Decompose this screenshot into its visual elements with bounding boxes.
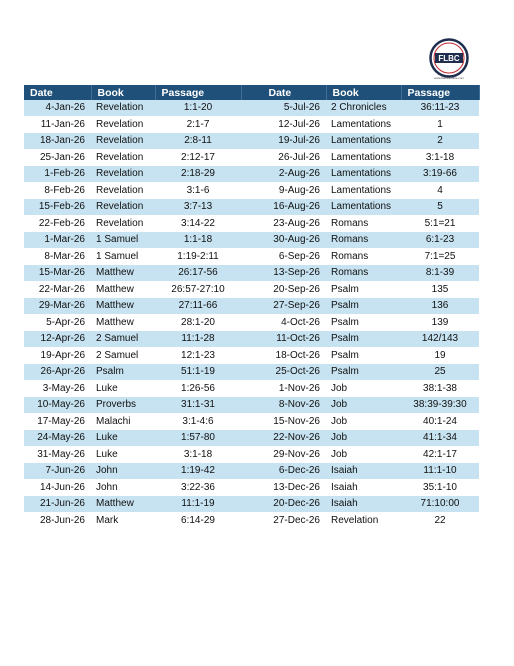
date-cell: 18-Oct-26 <box>241 347 326 364</box>
passage-cell: 1:26-56 <box>155 380 241 397</box>
date-cell: 21-Jun-26 <box>24 496 91 513</box>
passage-cell: 3:1-4:6 <box>155 413 241 430</box>
passage-cell: 1:19-2:11 <box>155 248 241 265</box>
passage-cell: 31:1-31 <box>155 397 241 414</box>
date-cell: 6-Dec-26 <box>241 463 326 480</box>
passage-cell: 12:1-23 <box>155 347 241 364</box>
date-cell: 20-Dec-26 <box>241 496 326 513</box>
date-cell: 27-Dec-26 <box>241 512 326 529</box>
book-cell: Psalm <box>326 298 401 315</box>
passage-cell: 3:1-18 <box>155 446 241 463</box>
passage-cell: 3:1-6 <box>155 182 241 199</box>
book-cell: Psalm <box>326 331 401 348</box>
table-row <box>24 100 479 116</box>
book-cell: Psalm <box>91 364 155 381</box>
passage-cell: 136 <box>401 298 479 315</box>
date-cell: 29-Mar-26 <box>24 298 91 315</box>
book-cell: Revelation <box>91 182 155 199</box>
table-row <box>24 149 479 166</box>
passage-cell: 11:1-28 <box>155 331 241 348</box>
table-row <box>24 463 479 480</box>
passage-cell: 41:1-34 <box>401 430 479 447</box>
date-cell: 8-Feb-26 <box>24 182 91 199</box>
date-cell: 31-May-26 <box>24 446 91 463</box>
passage-cell: 5 <box>401 199 479 216</box>
date-cell: 29-Nov-26 <box>241 446 326 463</box>
book-cell: Psalm <box>326 347 401 364</box>
table-row <box>24 199 479 216</box>
passage-cell: 8:1-39 <box>401 265 479 282</box>
book-cell: Revelation <box>91 215 155 232</box>
date-cell: 27-Sep-26 <box>241 298 326 315</box>
date-cell: 10-May-26 <box>24 397 91 414</box>
date-cell: 19-Apr-26 <box>24 347 91 364</box>
book-cell: Job <box>326 397 401 414</box>
book-cell: Revelation <box>91 149 155 166</box>
col-header-date-2: Date <box>241 85 326 100</box>
passage-cell: 11:1-19 <box>155 496 241 513</box>
passage-cell: 28:1-20 <box>155 314 241 331</box>
book-cell: Matthew <box>91 265 155 282</box>
date-cell: 9-Aug-26 <box>241 182 326 199</box>
book-cell: Revelation <box>91 116 155 133</box>
table-row <box>24 512 479 529</box>
date-cell: 26-Jul-26 <box>241 149 326 166</box>
passage-cell: 26:57-27:10 <box>155 281 241 298</box>
table-row <box>24 232 479 249</box>
date-cell: 23-Aug-26 <box>241 215 326 232</box>
table-row <box>24 479 479 496</box>
table-row <box>24 281 479 298</box>
book-cell: Matthew <box>91 298 155 315</box>
book-cell: Lamentations <box>326 166 401 183</box>
passage-cell: 2:12-17 <box>155 149 241 166</box>
book-cell: Lamentations <box>326 133 401 150</box>
date-cell: 1-Nov-26 <box>241 380 326 397</box>
book-cell: Luke <box>91 446 155 463</box>
passage-cell: 3:14-22 <box>155 215 241 232</box>
date-cell: 18-Jan-26 <box>24 133 91 150</box>
date-cell: 25-Jan-26 <box>24 149 91 166</box>
table-row <box>24 314 479 331</box>
date-cell: 4-Jan-26 <box>24 100 91 116</box>
date-cell: 8-Nov-26 <box>241 397 326 414</box>
date-cell: 28-Jun-26 <box>24 512 91 529</box>
book-cell: Matthew <box>91 281 155 298</box>
date-cell: 4-Oct-26 <box>241 314 326 331</box>
date-cell: 25-Oct-26 <box>241 364 326 381</box>
passage-cell: 11:1-10 <box>401 463 479 480</box>
passage-cell: 26:17-56 <box>155 265 241 282</box>
passage-cell: 1:57-80 <box>155 430 241 447</box>
book-cell: Revelation <box>91 166 155 183</box>
passage-cell: 6:1-23 <box>401 232 479 249</box>
passage-cell: 3:22-36 <box>155 479 241 496</box>
table-row <box>24 347 479 364</box>
date-cell: 17-May-26 <box>24 413 91 430</box>
book-cell: Lamentations <box>326 116 401 133</box>
table-row <box>24 331 479 348</box>
book-cell: Romans <box>326 215 401 232</box>
date-cell: 19-Jul-26 <box>241 133 326 150</box>
table-row <box>24 430 479 447</box>
book-cell: Psalm <box>326 281 401 298</box>
date-cell: 3-May-26 <box>24 380 91 397</box>
date-cell: 11-Oct-26 <box>241 331 326 348</box>
schedule-table <box>24 85 480 529</box>
book-cell: Isaiah <box>326 463 401 480</box>
table-row <box>24 380 479 397</box>
table-row <box>24 496 479 513</box>
table-row <box>24 298 479 315</box>
passage-cell: 2 <box>401 133 479 150</box>
book-cell: Luke <box>91 380 155 397</box>
book-cell: 1 Samuel <box>91 232 155 249</box>
book-cell: Job <box>326 430 401 447</box>
date-cell: 13-Dec-26 <box>241 479 326 496</box>
passage-cell: 51:1-19 <box>155 364 241 381</box>
passage-cell: 38:39-39:30 <box>401 397 479 414</box>
table-row <box>24 397 479 414</box>
book-cell: Matthew <box>91 496 155 513</box>
table-row <box>24 364 479 381</box>
passage-cell: 40:1-24 <box>401 413 479 430</box>
col-header-book-2: Book <box>326 85 401 100</box>
book-cell: Job <box>326 413 401 430</box>
book-cell: Revelation <box>326 512 401 529</box>
book-cell: 2 Chronicles <box>326 100 401 116</box>
schedule-body <box>24 100 479 529</box>
book-cell: Job <box>326 446 401 463</box>
table-row <box>24 446 479 463</box>
date-cell: 1-Mar-26 <box>24 232 91 249</box>
book-cell: Matthew <box>91 314 155 331</box>
date-cell: 15-Feb-26 <box>24 199 91 216</box>
table-row <box>24 116 479 133</box>
date-cell: 13-Sep-26 <box>241 265 326 282</box>
date-cell: 30-Aug-26 <box>241 232 326 249</box>
passage-cell: 135 <box>401 281 479 298</box>
passage-cell: 25 <box>401 364 479 381</box>
date-cell: 12-Apr-26 <box>24 331 91 348</box>
date-cell: 12-Jul-26 <box>241 116 326 133</box>
date-cell: 14-Jun-26 <box>24 479 91 496</box>
book-cell: 1 Samuel <box>91 248 155 265</box>
book-cell: Romans <box>326 265 401 282</box>
date-cell: 11-Jan-26 <box>24 116 91 133</box>
table-row <box>24 248 479 265</box>
flbc-logo <box>429 38 469 78</box>
book-cell: Revelation <box>91 100 155 116</box>
book-cell: Romans <box>326 248 401 265</box>
table-row <box>24 215 479 232</box>
col-header-passage: Passage <box>155 85 241 100</box>
book-cell: 2 Samuel <box>91 347 155 364</box>
passage-cell: 2:18-29 <box>155 166 241 183</box>
date-cell: 16-Aug-26 <box>241 199 326 216</box>
date-cell: 2-Aug-26 <box>241 166 326 183</box>
passage-cell: 139 <box>401 314 479 331</box>
passage-cell: 27:11-66 <box>155 298 241 315</box>
passage-cell: 1:19-42 <box>155 463 241 480</box>
book-cell: Luke <box>91 430 155 447</box>
passage-cell: 19 <box>401 347 479 364</box>
passage-cell: 71:10:00 <box>401 496 479 513</box>
passage-cell: 142/143 <box>401 331 479 348</box>
passage-cell: 1:1-18 <box>155 232 241 249</box>
passage-cell: 4 <box>401 182 479 199</box>
date-cell: 20-Sep-26 <box>241 281 326 298</box>
table-row <box>24 182 479 199</box>
col-header-book: Book <box>91 85 155 100</box>
passage-cell: 2:1-7 <box>155 116 241 133</box>
passage-cell: 5:1=21 <box>401 215 479 232</box>
table-row <box>24 413 479 430</box>
passage-cell: 3:7-13 <box>155 199 241 216</box>
book-cell: Isaiah <box>326 479 401 496</box>
table-row <box>24 265 479 282</box>
header-row <box>24 85 479 100</box>
passage-cell: 2:8-11 <box>155 133 241 150</box>
date-cell: 22-Mar-26 <box>24 281 91 298</box>
date-cell: 22-Feb-26 <box>24 215 91 232</box>
book-cell: Job <box>326 380 401 397</box>
logo-text: FLBC <box>438 54 460 63</box>
table-row <box>24 166 479 183</box>
table-row <box>24 133 479 150</box>
date-cell: 15-Mar-26 <box>24 265 91 282</box>
book-cell: Proverbs <box>91 397 155 414</box>
passage-cell: 1 <box>401 116 479 133</box>
book-cell: John <box>91 463 155 480</box>
col-header-date: Date <box>24 85 91 100</box>
book-cell: Psalm <box>326 314 401 331</box>
book-cell: Lamentations <box>326 149 401 166</box>
passage-cell: 35:1-10 <box>401 479 479 496</box>
date-cell: 7-Jun-26 <box>24 463 91 480</box>
book-cell: Lamentations <box>326 182 401 199</box>
book-cell: Psalm <box>326 364 401 381</box>
book-cell: 2 Samuel <box>91 331 155 348</box>
passage-cell: 22 <box>401 512 479 529</box>
col-header-passage-2: Passage <box>401 85 479 100</box>
passage-cell: 38:1-38 <box>401 380 479 397</box>
passage-cell: 42:1-17 <box>401 446 479 463</box>
date-cell: 8-Mar-26 <box>24 248 91 265</box>
date-cell: 26-Apr-26 <box>24 364 91 381</box>
book-cell: Revelation <box>91 199 155 216</box>
date-cell: 15-Nov-26 <box>241 413 326 430</box>
book-cell: Lamentations <box>326 199 401 216</box>
passage-cell: 3:1-18 <box>401 149 479 166</box>
passage-cell: 6:14-29 <box>155 512 241 529</box>
date-cell: 1-Feb-26 <box>24 166 91 183</box>
book-cell: Isaiah <box>326 496 401 513</box>
book-cell: Malachi <box>91 413 155 430</box>
date-cell: 24-May-26 <box>24 430 91 447</box>
passage-cell: 1:1-20 <box>155 100 241 116</box>
logo-url: www.fairlanebible.com <box>434 76 464 80</box>
date-cell: 5-Jul-26 <box>241 100 326 116</box>
passage-cell: 36:11-23 <box>401 100 479 116</box>
book-cell: Mark <box>91 512 155 529</box>
date-cell: 6-Sep-26 <box>241 248 326 265</box>
passage-cell: 3:19-66 <box>401 166 479 183</box>
date-cell: 5-Apr-26 <box>24 314 91 331</box>
book-cell: Romans <box>326 232 401 249</box>
date-cell: 22-Nov-26 <box>241 430 326 447</box>
book-cell: John <box>91 479 155 496</box>
passage-cell: 7:1=25 <box>401 248 479 265</box>
book-cell: Revelation <box>91 133 155 150</box>
